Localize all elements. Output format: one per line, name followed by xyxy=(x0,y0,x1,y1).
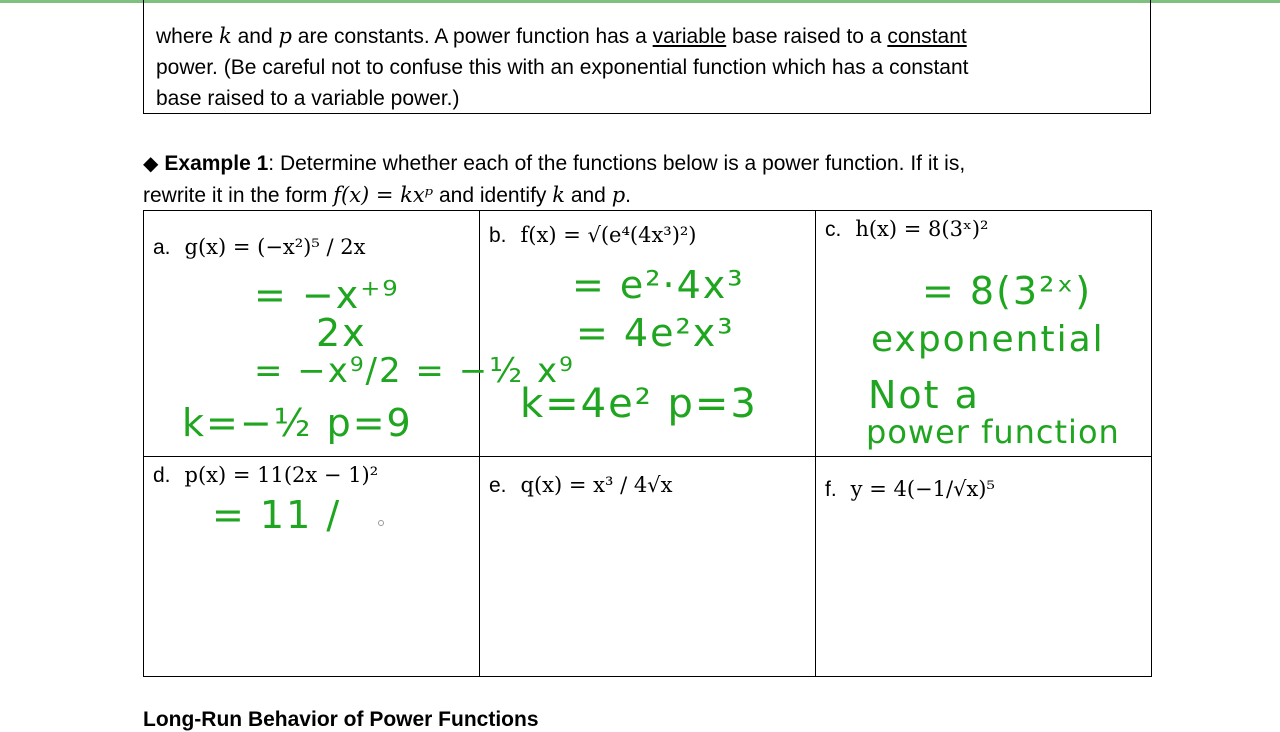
definition-line1-mid: base raised to a xyxy=(726,25,888,48)
example-instruction-2-pre: rewrite it in the form xyxy=(143,184,334,207)
handwritten-step: = −x⁺⁹ xyxy=(254,273,400,317)
underlined-variable: variable xyxy=(652,25,727,48)
example-p: p xyxy=(611,183,626,207)
problem-cell-b xyxy=(480,211,815,456)
problem-b-label xyxy=(489,223,697,248)
problem-letter: a. xyxy=(153,236,171,259)
handwritten-step: = 4e²x³ xyxy=(576,311,735,355)
problem-e-label xyxy=(489,473,672,498)
problem-f-label xyxy=(825,477,995,502)
problem-c-label xyxy=(825,217,988,242)
definition-line1-pre: where xyxy=(156,25,220,48)
variable-k: k xyxy=(219,24,232,48)
problem-letter: e. xyxy=(489,474,507,497)
problem-expression: y = 4(−1/√x)⁵ xyxy=(850,477,995,501)
handwritten-step: 2x xyxy=(316,311,367,355)
handwritten-step: Not a xyxy=(868,373,980,417)
example-instruction-2-mid: and identify xyxy=(433,184,553,207)
example-instruction-1: : Determine whether each of the functions below is a power function. If it is, xyxy=(268,152,966,175)
handwritten-answer: k=−½ p=9 xyxy=(182,401,413,445)
handwritten-step: = 8(3²ˣ) xyxy=(922,269,1093,313)
example-and: and xyxy=(564,184,612,207)
problem-letter: c. xyxy=(825,218,842,241)
example-title: Example 1 xyxy=(164,152,269,175)
problem-letter: f. xyxy=(825,478,837,501)
definition-text xyxy=(156,21,1136,114)
handwritten-step: = −x⁹/2 = −½ x⁹ xyxy=(254,351,575,391)
problem-expression: h(x) = 8(3ˣ)² xyxy=(855,217,989,241)
handwritten-step: power function xyxy=(866,413,1120,451)
problem-letter: d. xyxy=(153,464,171,487)
variable-p: p xyxy=(278,24,292,48)
problem-cell-a xyxy=(144,211,575,456)
problem-cell-f xyxy=(816,457,1151,677)
example-k: k xyxy=(552,183,565,207)
power-function-form: f(x) = kxᵖ xyxy=(333,183,434,207)
definition-and: and xyxy=(231,25,279,48)
handwritten-step: = e²·4x³ xyxy=(572,263,745,307)
problem-a-label xyxy=(153,235,365,260)
problem-expression: p(x) = 11(2x − 1)² xyxy=(184,463,379,487)
problem-cell-e xyxy=(480,457,815,677)
problem-expression: g(x) = (−x²)⁵ / 2x xyxy=(184,235,366,259)
problem-d-label xyxy=(153,463,378,488)
definition-line3: base raised to a variable power.) xyxy=(156,87,460,110)
diamond-bullet-icon: ◆ xyxy=(143,153,159,175)
underlined-constant: constant xyxy=(887,25,967,48)
next-section-heading: Long-Run Behavior of Power Functions xyxy=(143,708,539,731)
definition-box xyxy=(143,0,1151,114)
example-header xyxy=(143,148,1153,211)
problem-expression: f(x) = √(e⁴(4x³)²) xyxy=(520,223,697,247)
definition-line2: power. (Be careful not to confuse this with an exponential function which has a constant xyxy=(156,56,969,79)
handwritten-step: exponential xyxy=(871,319,1105,360)
problem-expression: q(x) = x³ / 4√x xyxy=(520,473,673,497)
problem-letter: b. xyxy=(489,224,507,247)
cursor-dot xyxy=(378,520,384,526)
definition-line1-post: are constants. A power function has a xyxy=(291,25,653,48)
handwritten-step: = 11 / xyxy=(212,493,342,537)
handwritten-answer: k=4e² p=3 xyxy=(520,381,758,427)
example-period: . xyxy=(625,184,631,207)
problems-table xyxy=(143,210,1152,677)
problem-cell-d xyxy=(144,457,479,677)
problem-cell-c xyxy=(816,211,1151,456)
